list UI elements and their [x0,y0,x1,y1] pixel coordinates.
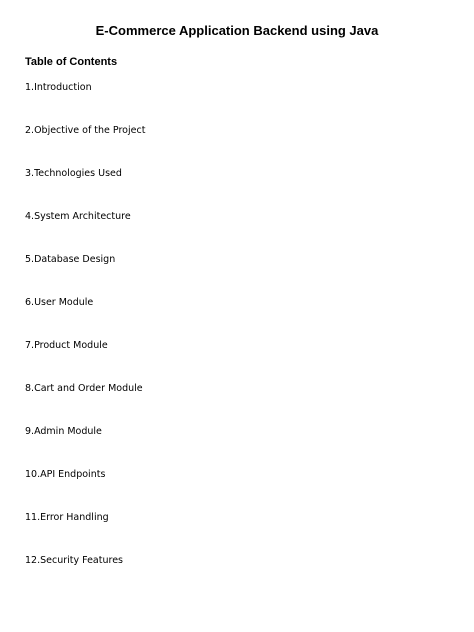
toc-list [25,81,145,597]
toc-item-objective: 2.Objective of the Project [25,125,146,136]
toc-item-database-design: 5.Database Design [25,254,116,265]
toc-item-admin-module: 9.Admin Module [25,426,102,437]
toc-item-introduction: 1.Introduction [25,82,92,93]
toc-item-error-handling: 11.Error Handling [25,512,109,523]
toc-item-product-module: 7.Product Module [25,340,108,351]
toc-heading: Table of Contents [25,56,118,68]
toc-item-cart-order-module: 8.Cart and Order Module [25,383,143,394]
toc-item-user-module: 6.User Module [25,297,94,308]
toc-item-system-architecture: 4.System Architecture [25,211,131,222]
document-title: E-Commerce Application Backend using Java [95,23,379,38]
toc-item-technologies: 3.Technologies Used [25,168,122,179]
toc-item-security-features: 12.Security Features [25,555,123,566]
toc-item-api-endpoints: 10.API Endpoints [25,469,106,480]
